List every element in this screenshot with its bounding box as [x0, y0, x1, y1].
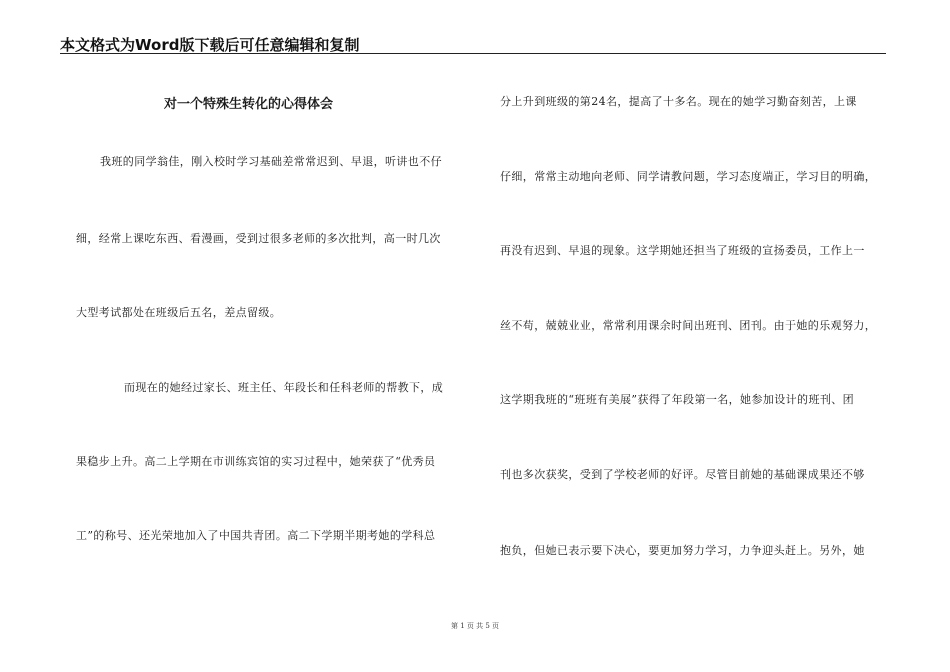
paragraph-line: 刊也多次获奖，受到了学校老师的好评。尽管目前她的基础课成果还不够	[500, 468, 865, 481]
paragraph-line: 大型考试都处在班级后五名，差点留级。	[76, 306, 282, 319]
paragraph-line: 仔细，常常主动地向老师、同学请教问题，学习态度端正，学习目的明确，	[500, 170, 877, 183]
paragraph-line: 果稳步上升。高二上学期在市训练宾馆的实习过程中，她荣获了“优秀员	[76, 455, 436, 468]
paragraph-line: 而现在的她经过家长、班主任、年段长和任科老师的帮教下，成	[124, 381, 444, 394]
paragraph-line: 抱负，但她已表示要下决心，要更加努力学习，力争迎头赶上。另外，她	[500, 544, 865, 557]
paragraph-line: 丝不苟，兢兢业业，常常利用课余时间出班刊、团刊。由于她的乐观努力，	[500, 319, 877, 332]
page-number: 第 1 页 共 5 页	[450, 622, 500, 630]
paragraph-line: 分上升到班级的第24名，提高了十多名。现在的她学习勤奋刻苦，上课	[500, 95, 857, 108]
paragraph-line: 工”的称号、还光荣地加入了中国共青团。高二下学期半期考她的学科总	[76, 529, 436, 542]
document-title: 对一个特殊生转化的心得体会	[164, 97, 334, 112]
paragraph-line: 再没有迟到、早退的现象。这学期她还担当了班级的宣扬委员，工作上一	[500, 244, 865, 257]
paragraph-line: 我班的同学翁佳，刚入校时学习基础差常常迟到、早退，听讲也不仔	[100, 155, 442, 168]
paragraph-line: 这学期我班的“班班有美展”获得了年段第一名，她参加设计的班刊、团	[500, 393, 855, 406]
document-header: 本文格式为Word版下载后可任意编辑和复制	[60, 36, 360, 54]
header-divider	[60, 53, 886, 54]
paragraph-line: 细，经常上课吃东西、看漫画，受到过很多老师的多次批判，高一时几次	[76, 232, 441, 245]
